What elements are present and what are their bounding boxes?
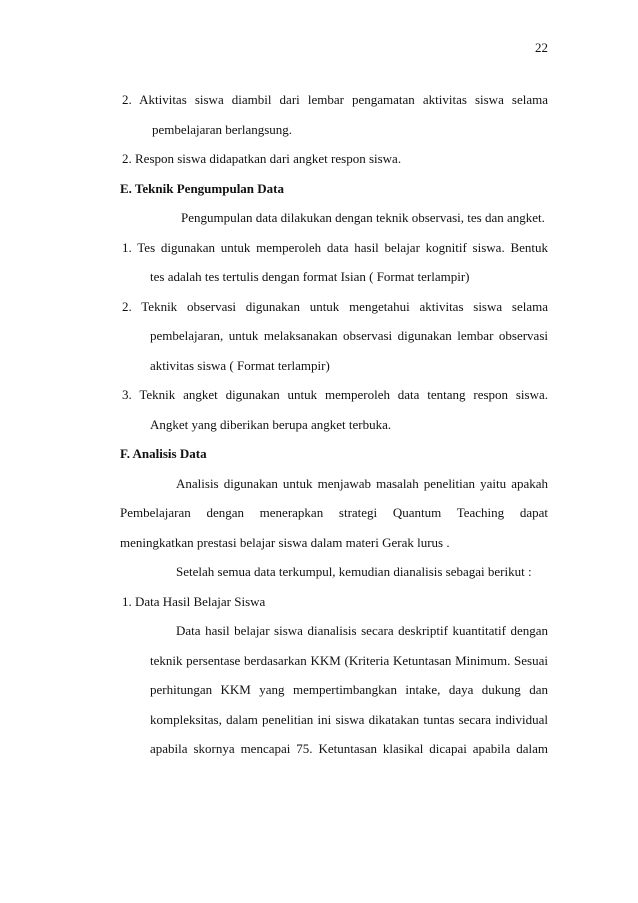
text-line: Pengumpulan data dilakukan dengan teknik observasi, tes dan angket. xyxy=(181,210,545,225)
text-line: 2. Respon siswa didapatkan dari angket respon siswa. xyxy=(122,151,402,166)
text-line: pembelajaran, untuk melaksanakan observasi digunakan lembar observasi xyxy=(150,328,548,343)
text-line: 2. Aktivitas siswa diambil dari lembar pengamatan aktivitas siswa selama xyxy=(122,92,548,107)
text-line: tes adalah tes tertulis dengan format Isian ( Format terlampir) xyxy=(150,269,470,284)
text-line: Pembelajaran dengan menerapkan strategi Quantum Teaching dapat xyxy=(120,505,548,520)
text-line: pembelajaran berlangsung. xyxy=(152,122,293,137)
text-line: perhitungan KKM yang mempertimbangkan intake, daya dukung dan xyxy=(150,682,548,697)
text-line: Setelah semua data terkumpul, kemudian dianalisis sebagai berikut : xyxy=(176,564,532,579)
page-number: 22 xyxy=(535,40,548,55)
section-heading-e: E. Teknik Pengumpulan Data xyxy=(120,181,285,196)
text-line: kompleksitas, dalam penelitian ini siswa dikatakan tuntas secara individual xyxy=(150,712,548,727)
text-line: 1. Tes digunakan untuk memperoleh data hasil belajar kognitif siswa. Bentuk xyxy=(122,240,548,255)
text-line: aktivitas siswa ( Format terlampir) xyxy=(150,358,330,373)
text-line: Angket yang diberikan berupa angket terbuka. xyxy=(150,417,392,432)
text-line: 3. Teknik angket digunakan untuk memperoleh data tentang respon siswa. xyxy=(122,387,548,402)
section-heading-f: F. Analisis Data xyxy=(120,446,207,461)
text-line: 2. Teknik observasi digunakan untuk mengetahui aktivitas siswa selama xyxy=(122,299,548,314)
text-line: apabila skornya mencapai 75. Ketuntasan klasikal dicapai apabila dalam xyxy=(150,741,548,756)
text-line: Analisis digunakan untuk menjawab masalah penelitian yaitu apakah xyxy=(176,476,548,491)
text-line: teknik persentase berdasarkan KKM (Kriteria Ketuntasan Minimum. Sesuai xyxy=(150,653,548,668)
subsection-heading: 1. Data Hasil Belajar Siswa xyxy=(122,594,266,609)
text-line: Data hasil belajar siswa dianalisis secara deskriptif kuantitatif dengan xyxy=(176,623,548,638)
text-line: meningkatkan prestasi belajar siswa dalam materi Gerak lurus . xyxy=(120,535,450,550)
